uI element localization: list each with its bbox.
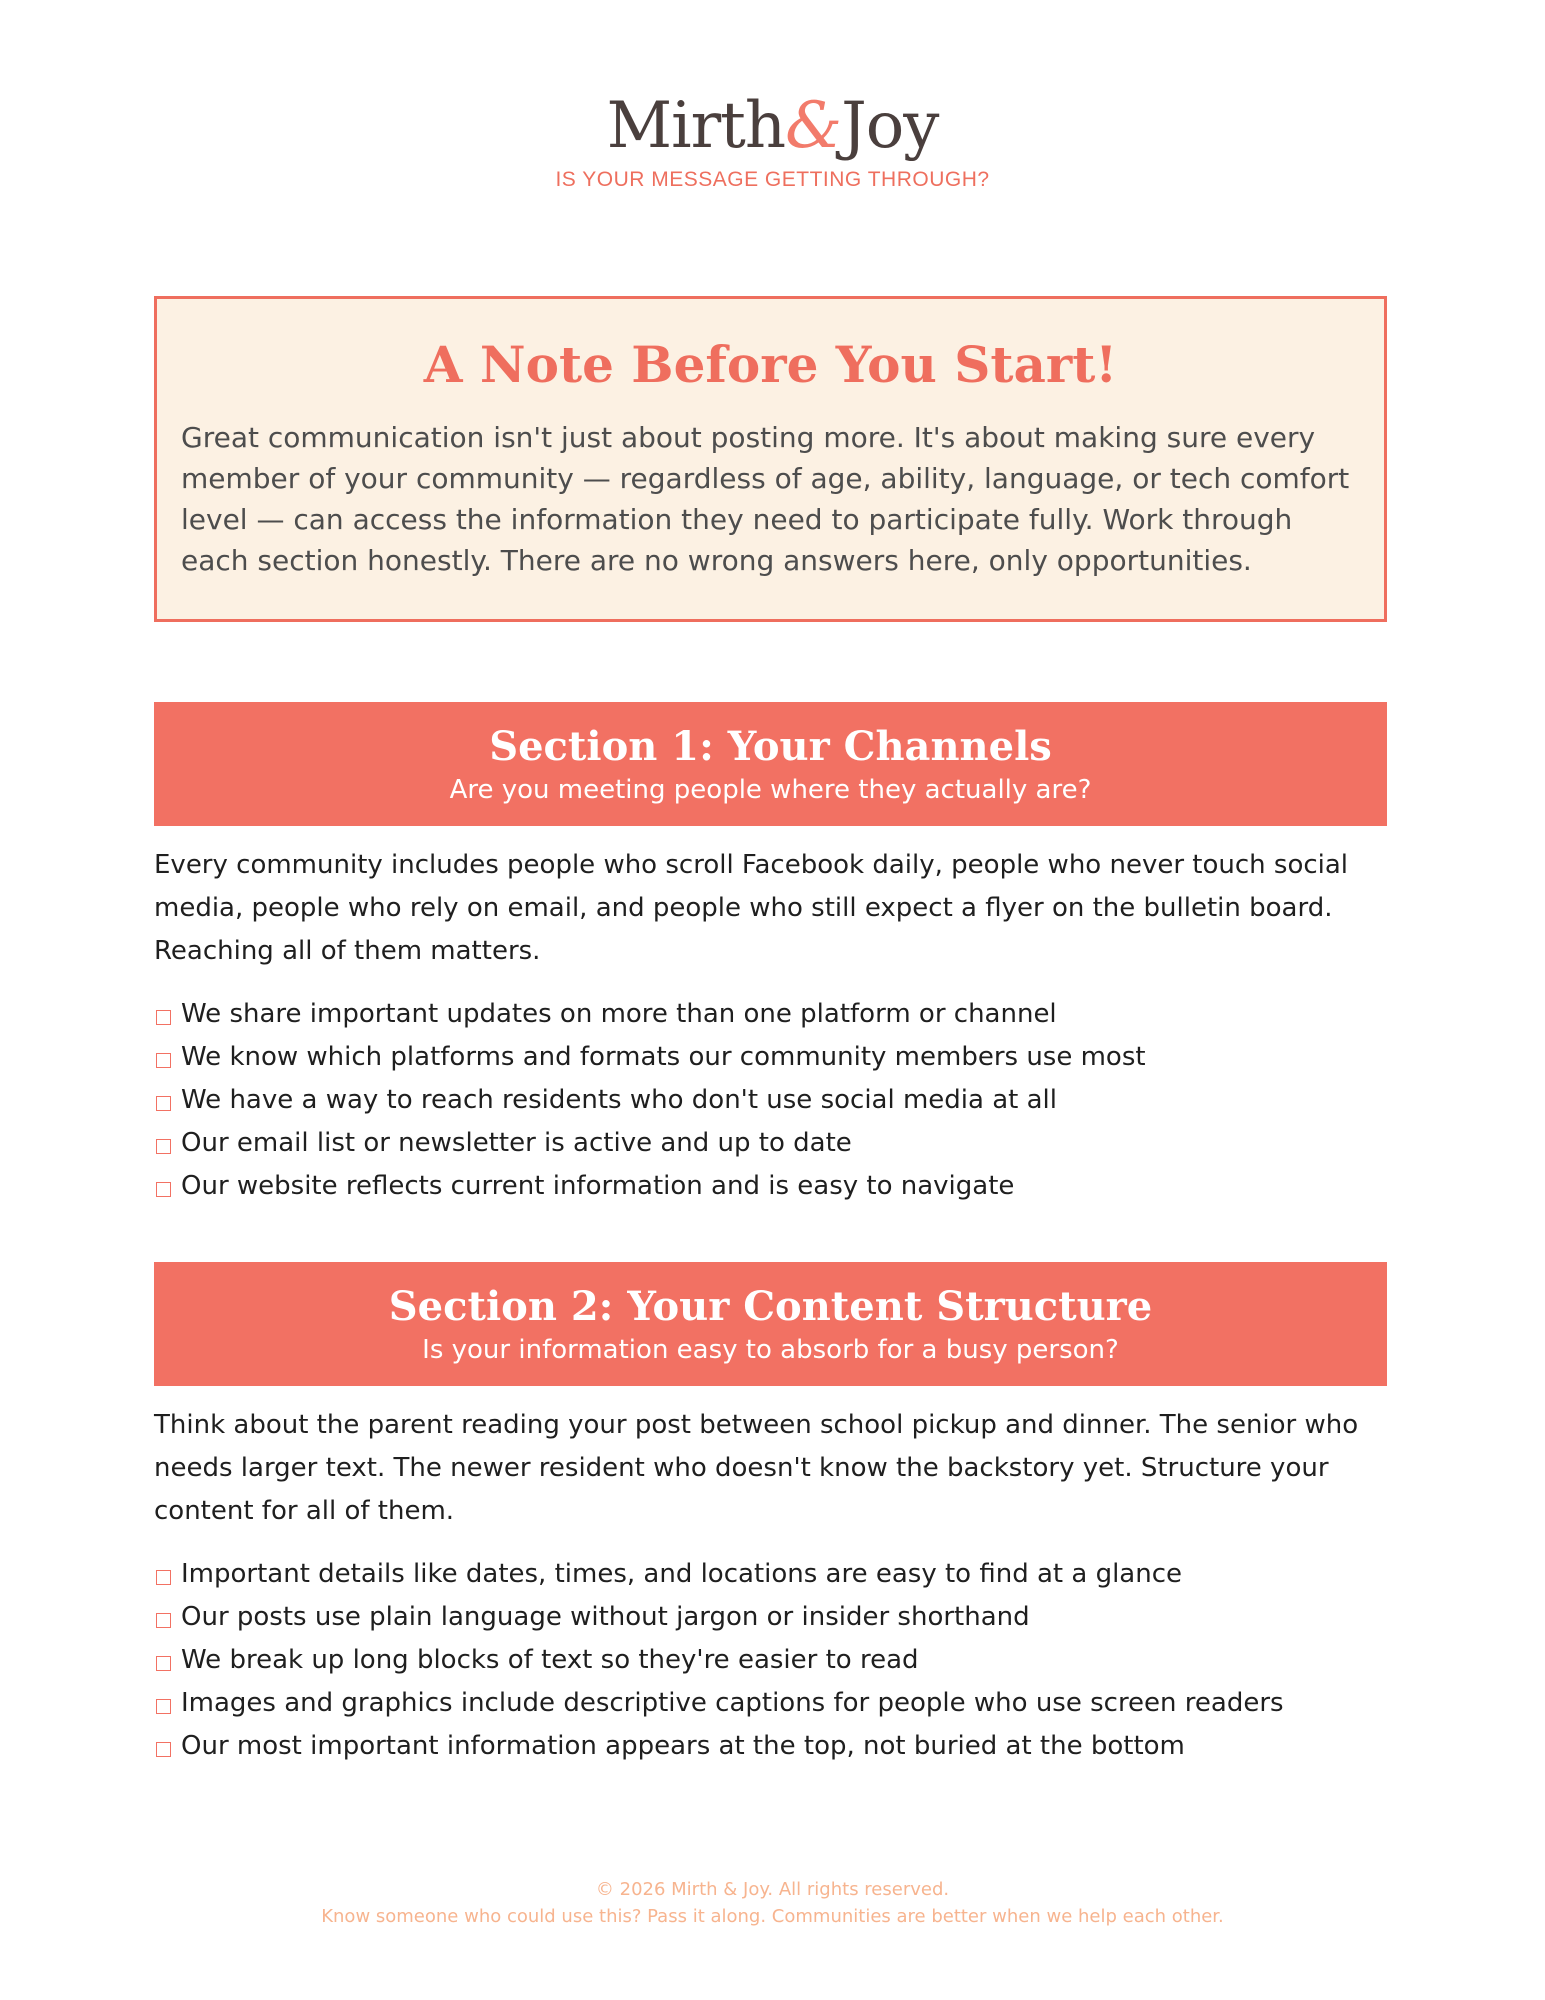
checklist-item-label: We break up long blocks of text so they're easier to read (181, 1645, 919, 1675)
section-2-checklist (154, 1553, 1387, 1768)
logo (0, 88, 1545, 164)
checkbox-icon[interactable] (156, 1613, 171, 1628)
checkbox-icon[interactable] (156, 1096, 171, 1111)
section-2-body (154, 1404, 1387, 1768)
checkbox-icon[interactable] (156, 1010, 171, 1025)
section-2-title: Section 2: Your Content Structure (388, 1283, 1153, 1330)
section-1-title: Section 1: Your Channels (489, 723, 1052, 770)
checklist-item[interactable] (154, 1122, 1387, 1165)
footer-copyright: © 2026 Mirth & Joy. All rights reserved. (595, 1879, 950, 1900)
checklist-item-label: Important details like dates, times, and locations are easy to find at a glance (181, 1559, 1182, 1589)
section-1-checklist (154, 993, 1387, 1208)
checklist-item-label: Images and graphics include descriptive captions for people who use screen readers (181, 1688, 1284, 1718)
checklist-item-label: We share important updates on more than one platform or channel (181, 999, 1057, 1029)
tagline: IS YOUR MESSAGE GETTING THROUGH? (555, 168, 990, 191)
checklist-item-label: Our most important information appears at the top, not buried at the bottom (181, 1731, 1185, 1761)
checkbox-icon[interactable] (156, 1053, 171, 1068)
checklist-item-label: Our email list or newsletter is active and up to date (181, 1128, 852, 1158)
checklist-item[interactable] (154, 1165, 1387, 1208)
checklist-item[interactable] (154, 1639, 1387, 1682)
section-1-subtitle: Are you meeting people where they actually are? (449, 775, 1092, 805)
checklist-item[interactable] (154, 993, 1387, 1036)
note-body: Great communication isn't just about posting more. It's about making sure every member of your community — regardless of age, ability, language, or tech comfort level — can access the information they need to participate fully. Work through each section honestly. There are no wrong answers here, only opportunities. (181, 421, 1350, 577)
checkbox-icon[interactable] (156, 1139, 171, 1154)
checklist-item[interactable] (154, 1596, 1387, 1639)
checklist-item[interactable] (154, 1079, 1387, 1122)
note-box (154, 296, 1387, 622)
checklist-item-label: We have a way to reach residents who don't use social media at all (181, 1085, 1057, 1115)
checklist-item-label: Our website reflects current information and is easy to navigate (181, 1171, 1015, 1201)
checkbox-icon[interactable] (156, 1742, 171, 1757)
page-footer (0, 1876, 1545, 1930)
checklist-item[interactable] (154, 1036, 1387, 1079)
section-2-intro: Think about the parent reading your post between school pickup and dinner. The senior who needs larger text. The newer resident who doesn't know the backstory yet. Structure your content for all of them. (154, 1410, 1359, 1526)
checklist-item[interactable] (154, 1553, 1387, 1596)
checkbox-icon[interactable] (156, 1570, 171, 1585)
checkbox-icon[interactable] (156, 1182, 171, 1197)
section-2-subtitle: Is your information easy to absorb for a busy person? (422, 1335, 1119, 1365)
checklist-item-label: Our posts use plain language without jargon or insider shorthand (181, 1602, 1030, 1632)
checkbox-icon[interactable] (156, 1699, 171, 1714)
section-1-banner (154, 702, 1387, 826)
section-1-body (154, 844, 1387, 1208)
note-title: A Note Before You Start! (423, 335, 1118, 394)
checklist-item[interactable] (154, 1725, 1387, 1768)
section-1-intro: Every community includes people who scroll Facebook daily, people who never touch social media, people who rely on email, and people who still expect a flyer on the bulletin board. Reaching all of them matters. (154, 850, 1349, 966)
page-header (0, 88, 1545, 192)
checklist-item[interactable] (154, 1682, 1387, 1725)
logo-word-joy: Joy (841, 89, 939, 163)
footer-message: Know someone who could use this? Pass it along. Communities are better when we help each other. (321, 1906, 1224, 1927)
checklist-item-label: We know which platforms and formats our community members use most (181, 1042, 1146, 1072)
logo-word-mirth: Mirth (606, 89, 786, 163)
section-2-banner (154, 1262, 1387, 1386)
checkbox-icon[interactable] (156, 1656, 171, 1671)
logo-ampersand: & (785, 89, 842, 163)
